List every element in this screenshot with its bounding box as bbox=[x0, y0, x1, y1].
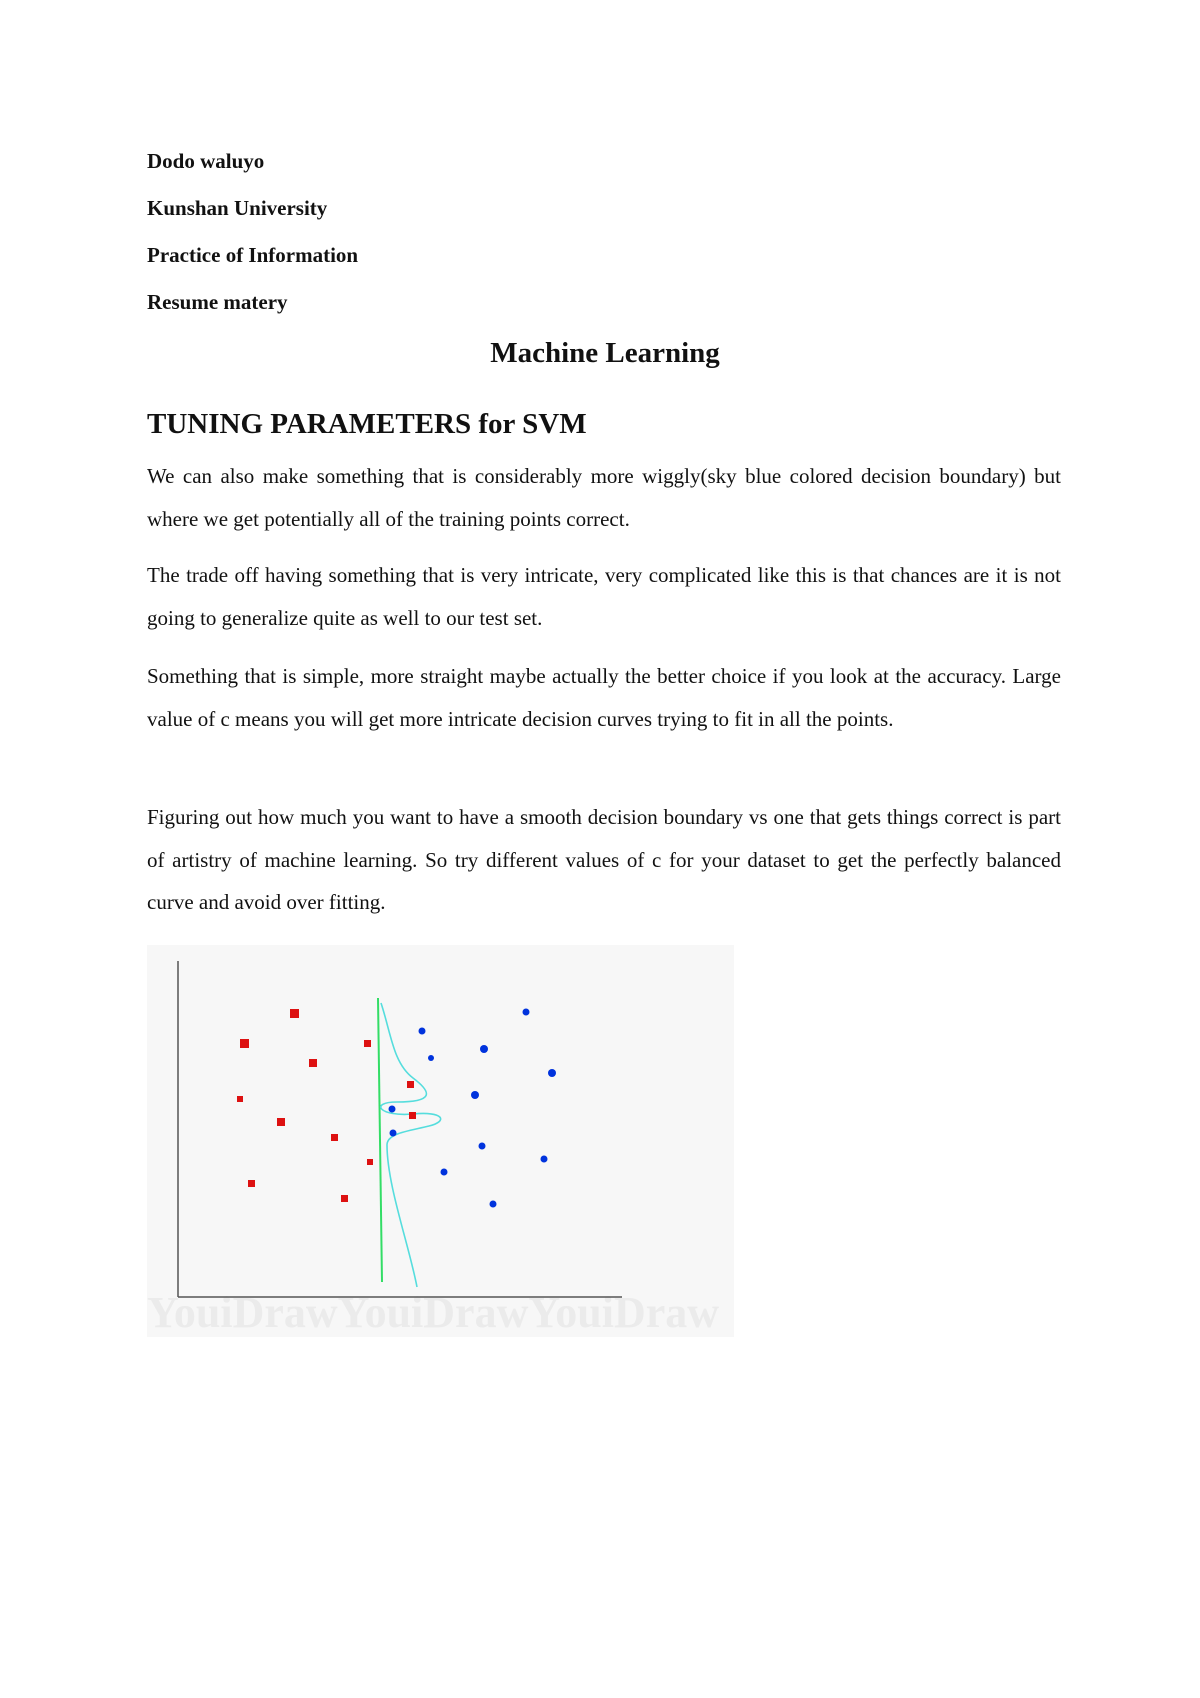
red-point bbox=[290, 1009, 299, 1018]
blue-point bbox=[490, 1201, 497, 1208]
paragraph: Something that is simple, more straight maybe actually the better choice if you look at the accuracy. Large value of c means you will get more intricate decision curves trying to fit in all the points. bbox=[147, 664, 1061, 731]
red-point bbox=[331, 1134, 338, 1141]
blue-point bbox=[479, 1143, 486, 1150]
red-point bbox=[237, 1096, 243, 1102]
red-point bbox=[367, 1159, 373, 1165]
svm-decision-boundary-figure bbox=[147, 945, 734, 1337]
figure-canvas bbox=[147, 945, 734, 1337]
blue-point bbox=[548, 1069, 556, 1077]
paragraph: Figuring out how much you want to have a smooth decision boundary vs one that gets things correct is part of artistry of machine learning. So try different values of c for your dataset to get the perfectly balanced curve and avoid over fitting. bbox=[147, 805, 1061, 914]
straight-decision-boundary bbox=[378, 998, 382, 1282]
blue-point bbox=[428, 1055, 434, 1061]
topic-line: Resume matery bbox=[147, 290, 288, 314]
red-point bbox=[407, 1081, 414, 1088]
wiggly-decision-boundary bbox=[381, 1003, 441, 1287]
paragraph: The trade off having something that is very intricate, very complicated like this is that chances are it is not going to generalize quite as well to our test set. bbox=[147, 563, 1061, 630]
red-point bbox=[277, 1118, 285, 1126]
blue-point bbox=[471, 1091, 479, 1099]
document-title: Machine Learning bbox=[490, 337, 720, 369]
watermark-text: YouiDrawYouiDrawYouiDraw bbox=[147, 1288, 720, 1337]
blue-point bbox=[480, 1045, 488, 1053]
blue-point bbox=[390, 1130, 397, 1137]
course-name: Practice of Information bbox=[147, 243, 359, 267]
blue-point bbox=[441, 1169, 448, 1176]
red-point bbox=[240, 1039, 249, 1048]
red-point bbox=[341, 1195, 348, 1202]
section-heading: TUNING PARAMETERS for SVM bbox=[147, 408, 587, 440]
red-point bbox=[409, 1112, 416, 1119]
author-name: Dodo waluyo bbox=[147, 149, 265, 173]
paragraph: We can also make something that is considerably more wiggly(sky blue colored decision boundary) but where we get potentially all of the training points correct. bbox=[147, 464, 1061, 531]
red-point bbox=[309, 1059, 317, 1067]
blue-point bbox=[523, 1009, 530, 1016]
blue-point bbox=[541, 1156, 548, 1163]
blue-point bbox=[419, 1028, 426, 1035]
red-point bbox=[248, 1180, 255, 1187]
blue-point bbox=[389, 1106, 396, 1113]
red-point bbox=[364, 1040, 371, 1047]
institution-name: Kunshan University bbox=[147, 196, 328, 220]
